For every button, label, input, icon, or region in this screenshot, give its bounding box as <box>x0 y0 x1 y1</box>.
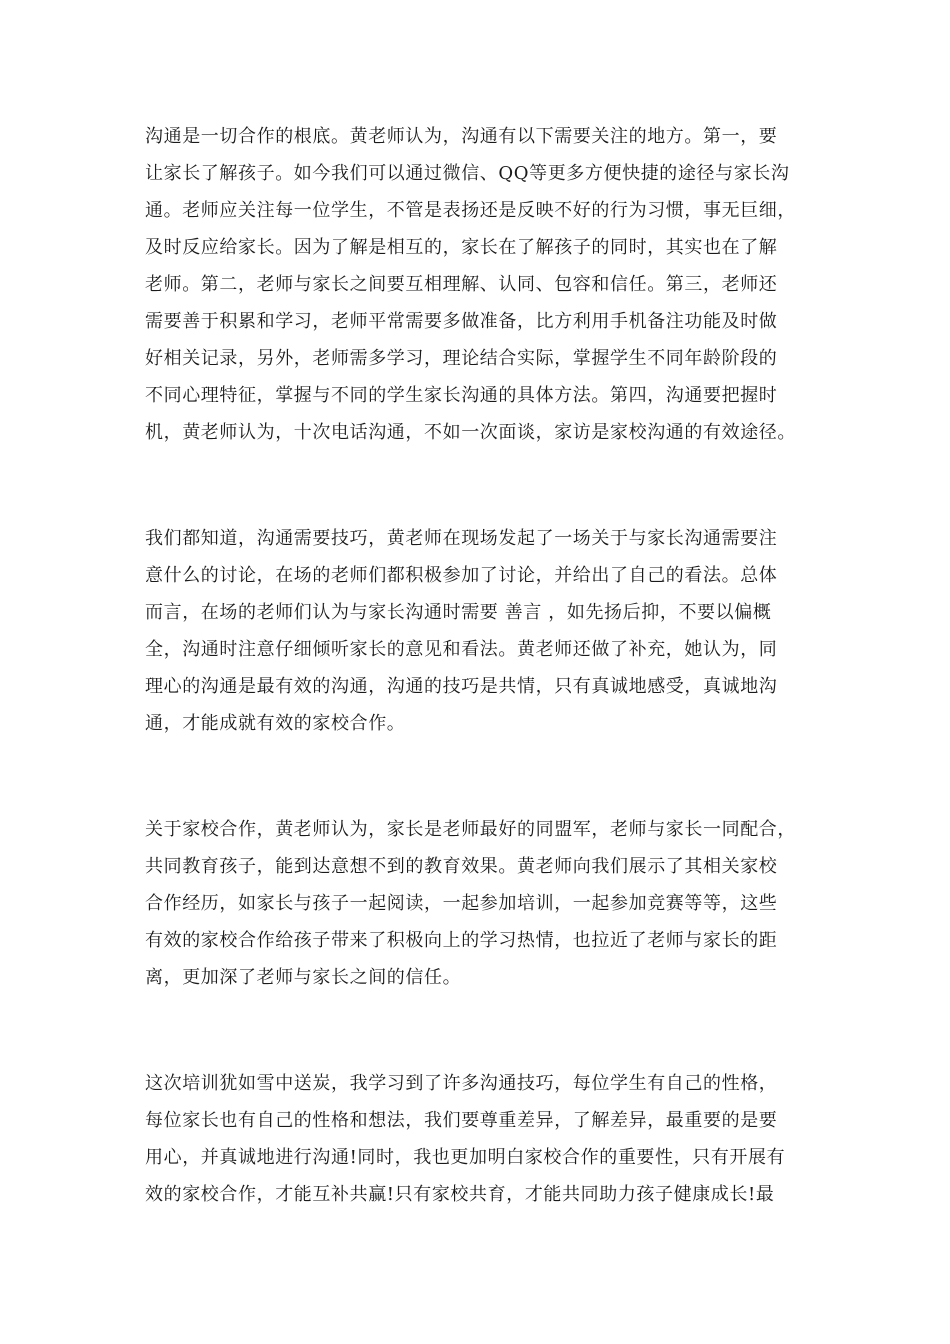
paragraph-line: 需要善于积累和学习，老师平常需要多做准备，比方利用手机备注功能及时做 <box>145 311 778 332</box>
paragraph-line: 效的家校合作，才能互补共赢!只有家校共育，才能共同助力孩子健康成长!最 <box>145 1184 775 1205</box>
paragraph-line: 机，黄老师认为，十次电话沟通，不如一次面谈，家访是家校沟通的有效途径。 <box>145 422 796 443</box>
paragraph-line: 每位家长也有自己的性格和想法，我们要尊重差异，了解差异，最重要的是要 <box>145 1110 778 1131</box>
paragraph-line: 关于家校合作，黄老师认为，家长是老师最好的同盟军，老师与家长一同配合， <box>145 819 796 840</box>
paragraph-line: 合作经历，如家长与孩子一起阅读，一起参加培训，一起参加竞赛等等，这些 <box>145 893 778 914</box>
paragraph-line: 及时反应给家长。因为了解是相互的，家长在了解孩子的同时，其实也在了解 <box>145 237 778 258</box>
paragraph-line: 而言，在场的老师们认为与家长沟通时需要 善言 ，如先扬后抑，不要以偏概 <box>145 602 772 623</box>
paragraph-line: 老师。第二，老师与家长之间要互相理解、认同、包容和信任。第三，老师还 <box>145 274 778 295</box>
paragraph-line: 不同心理特征，掌握与不同的学生家长沟通的具体方法。第四，沟通要把握时 <box>145 385 778 406</box>
paragraph-line: 我们都知道，沟通需要技巧，黄老师在现场发起了一场关于与家长沟通需要注 <box>145 528 778 549</box>
paragraph-line: 理心的沟通是最有效的沟通，沟通的技巧是共情，只有真诚地感受，真诚地沟 <box>145 676 778 697</box>
paragraph-line: 好相关记录，另外，老师需多学习，理论结合实际，掌握学生不同年龄阶段的 <box>145 348 778 369</box>
paragraph-line: 沟通是一切合作的根底。黄老师认为，沟通有以下需要关注的地方。第一，要 <box>145 126 778 147</box>
paragraph-line: 让家长了解孩子。如今我们可以通过微信、QQ等更多方便快捷的途径与家长沟 <box>145 163 790 184</box>
paragraph-line: 意什么的讨论，在场的老师们都积极参加了讨论，并给出了自己的看法。总体 <box>145 565 778 586</box>
paragraph-line: 离，更加深了老师与家长之间的信任。 <box>145 967 462 988</box>
paragraph-line: 有效的家校合作给孩子带来了积极向上的学习热情，也拉近了老师与家长的距 <box>145 930 778 951</box>
paragraph-line: 通，才能成就有效的家校合作。 <box>145 713 406 734</box>
paragraph-line: 这次培训犹如雪中送炭，我学习到了许多沟通技巧，每位学生有自己的性格， <box>145 1073 778 1094</box>
paragraph-line: 通。老师应关注每一位学生，不管是表扬还是反映不好的行为习惯，事无巨细， <box>145 200 796 221</box>
paragraph-line: 全，沟通时注意仔细倾听家长的意见和看法。黄老师还做了补充，她认为，同 <box>145 639 778 660</box>
paragraph-line: 共同教育孩子，能到达意想不到的教育效果。黄老师向我们展示了其相关家校 <box>145 856 778 877</box>
paragraph-line: 用心，并真诚地进行沟通!同时，我也更加明白家校合作的重要性，只有开展有 <box>145 1147 786 1168</box>
